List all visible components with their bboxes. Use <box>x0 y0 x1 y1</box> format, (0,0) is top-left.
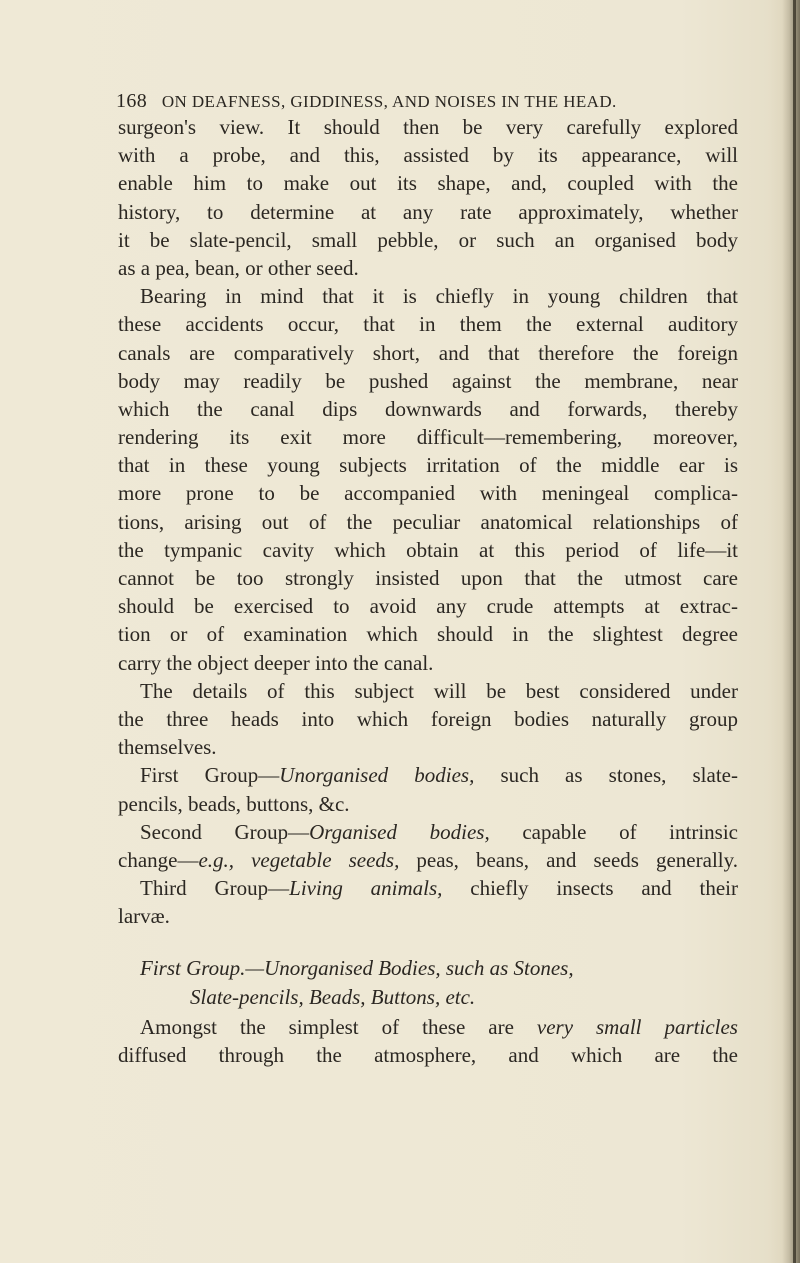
body-text <box>118 113 738 1069</box>
group-category: Unorganised bodies, <box>279 763 475 788</box>
text-line: pencils, beads, buttons, &c. <box>118 791 350 816</box>
text-line: cannot be too strongly insisted upon that the utmost care <box>118 566 738 590</box>
group-description: such as stones, slate- <box>474 763 738 788</box>
text-line: The details of this subject will be best considered under <box>140 678 738 703</box>
text-fragment: Amongst the simplest of these are <box>140 1014 537 1039</box>
text-line: larvæ. <box>118 904 170 929</box>
text-line: should be exercised to avoid any crude attempts at extrac- <box>118 594 738 619</box>
italic-fragment: e.g., vegetable seeds, <box>198 847 400 872</box>
running-title: ON DEAFNESS, GIDDINESS, AND NOISES IN THE HEAD. <box>161 92 617 111</box>
text-line: that in these young subjects irritation of the middle ear is <box>118 453 738 478</box>
page-number: 168 <box>116 90 148 112</box>
text-line <box>118 846 738 874</box>
text-line: history, to determine at any rate approximately, whether <box>118 199 738 224</box>
page-edge-shadow <box>782 0 800 1263</box>
text-line: it be slate-pencil, small pebble, or such an organised body <box>118 227 738 252</box>
group-label: Third Group— <box>140 876 290 901</box>
text-line: surgeon's view. It should then be very carefully explored <box>118 115 738 139</box>
group-third-line <box>118 874 738 902</box>
text-line: as a pea, bean, or other seed. <box>118 255 359 280</box>
text-line: tion or of examination which should in the slightest degree <box>118 622 738 647</box>
text-line: which the canal dips downwards and forwards, thereby <box>118 396 738 421</box>
text-fragment: peas, beans, and seeds generally. <box>399 847 738 872</box>
section-heading-cont: Slate-pencils, Beads, Buttons, etc. <box>190 984 476 1009</box>
group-first-line <box>118 761 738 789</box>
text-line: themselves. <box>118 735 217 760</box>
text-line: body may readily be pushed against the membrane, near <box>118 368 738 393</box>
group-description: capable of intrinsic <box>489 819 739 844</box>
text-line: with a probe, and this, assisted by its appearance, will <box>118 143 738 168</box>
text-line <box>118 1013 738 1041</box>
group-label: Second Group— <box>140 819 310 844</box>
text-fragment: change— <box>118 847 199 872</box>
text-line: the tympanic cavity which obtain at this period of life—it <box>118 537 738 562</box>
text-line: rendering its exit more difficult—remembering, moreover, <box>118 425 738 450</box>
text-line: canals are comparatively short, and that therefore the foreign <box>118 340 738 365</box>
italic-fragment: very small particles <box>536 1014 738 1039</box>
text-line: these accidents occur, that in them the external auditory <box>118 312 738 337</box>
group-description: chiefly insects and their <box>442 876 738 901</box>
text-line: diffused through the atmosphere, and which are the <box>118 1043 738 1067</box>
page-edge-line <box>793 0 796 1263</box>
text-line: tions, arising out of the peculiar anatomical relationships of <box>118 509 738 534</box>
group-label: First Group— <box>140 763 280 788</box>
text-line: enable him to make out its shape, and, coupled with the <box>118 171 738 196</box>
section-heading: First Group.—Unorganised Bodies, such as Stones, <box>140 956 574 981</box>
text-line: the three heads into which foreign bodies naturally group <box>118 706 738 731</box>
text-line: Bearing in mind that it is chiefly in young children that <box>140 284 738 309</box>
text-line: carry the object deeper into the canal. <box>118 650 434 675</box>
group-category: Organised bodies, <box>309 819 490 844</box>
group-second-line <box>118 818 738 846</box>
text-line: more prone to be accompanied with meningeal complica- <box>118 481 738 506</box>
group-category: Living animals, <box>289 876 443 901</box>
